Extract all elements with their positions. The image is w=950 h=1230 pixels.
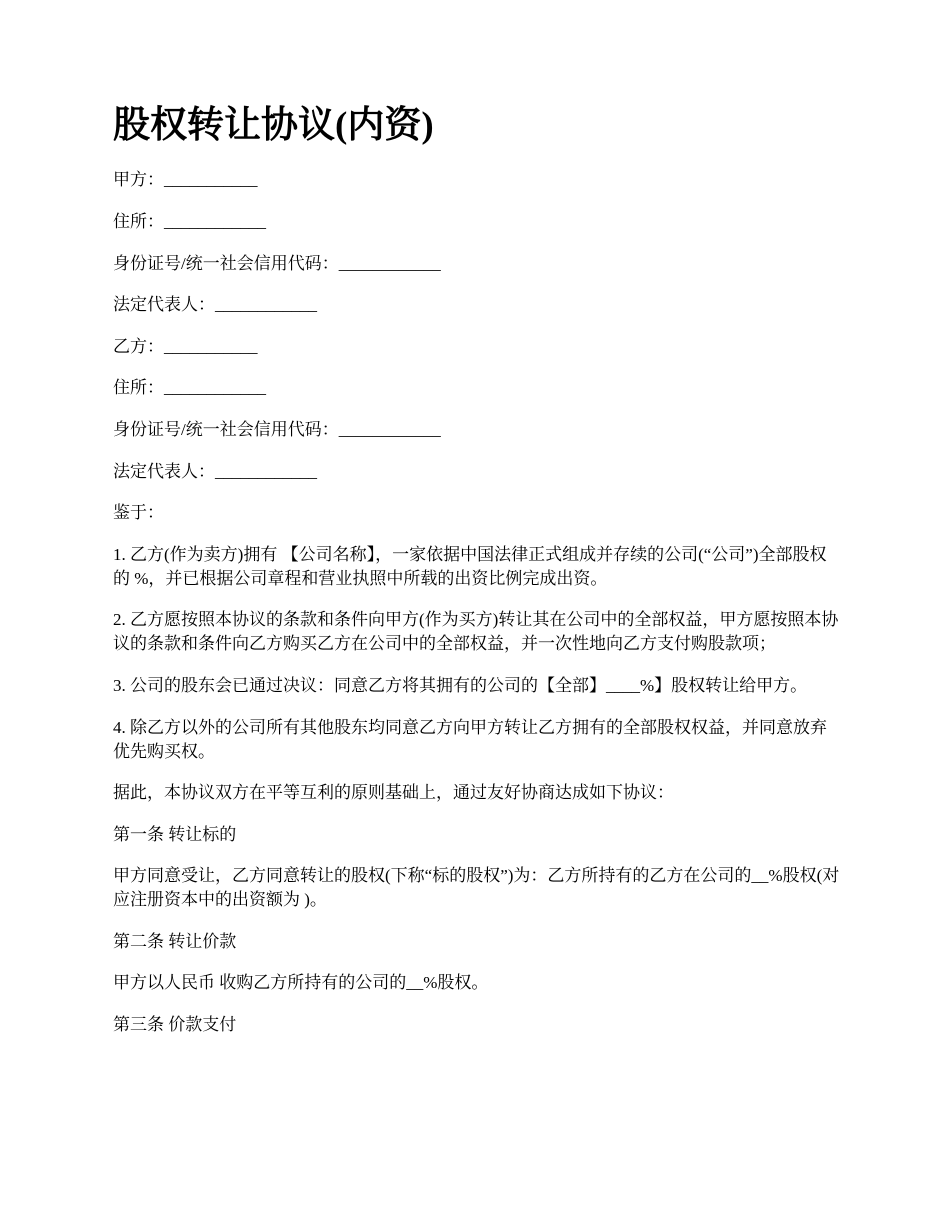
recital-2: 2. 乙方愿按照本协议的条款和条件向甲方(作为买方)转让其在公司中的全部权益，甲方愿按照本协议的条款和条件向乙方购买乙方在公司中的全部权益，并一次性地向乙方支付购股款项； <box>113 610 839 654</box>
party-a-legal-rep: 法定代表人：____________ <box>113 295 317 315</box>
party-b-name: 乙方：___________ <box>113 336 258 356</box>
party-b-id-code: 身份证号/统一社会信用代码：____________ <box>113 419 441 439</box>
article-2-body: 甲方以人民币 收购乙方所持有的公司的__%股权。 <box>113 973 489 993</box>
article-1-body: 甲方同意受让，乙方同意转让的股权(下称“标的股权”)为：乙方所持有的乙方在公司的__%股权(对应注册资本中的出资额为 )。 <box>113 866 840 910</box>
whereas-heading: 鉴于： <box>113 503 164 523</box>
document-page <box>113 104 840 1055</box>
agreement-intro: 据此，本协议双方在平等互利的原则基础上，通过友好协商达成如下协议： <box>113 783 674 803</box>
party-a-id-code: 身份证号/统一社会信用代码：____________ <box>113 253 441 273</box>
recital-1: 1. 乙方(作为卖方)拥有 【公司名称】，一家依据中国法律正式组成并存续的公司(“公司”)全部股权的 %，并已根据公司章程和营业执照中所载的出资比例完成出资。 <box>113 544 827 588</box>
article-2-heading: 第二条 转让价款 <box>113 931 237 951</box>
article-3-heading: 第三条 价款支付 <box>113 1015 237 1035</box>
recital-4: 4. 除乙方以外的公司所有其他股东均同意乙方向甲方转让乙方拥有的全部股权权益，并同意放弃优先购买权。 <box>113 717 827 761</box>
party-a-address: 住所：____________ <box>113 211 266 231</box>
party-b-address: 住所：____________ <box>113 378 266 398</box>
document-title: 股权转让协议(内资) <box>113 105 434 146</box>
party-a-name: 甲方：___________ <box>113 170 258 190</box>
article-1-heading: 第一条 转让标的 <box>113 824 237 844</box>
recital-3: 3. 公司的股东会已通过决议：同意乙方将其拥有的公司的【全部】____%】股权转让给甲方。 <box>113 675 808 695</box>
party-b-legal-rep: 法定代表人：____________ <box>113 461 317 481</box>
